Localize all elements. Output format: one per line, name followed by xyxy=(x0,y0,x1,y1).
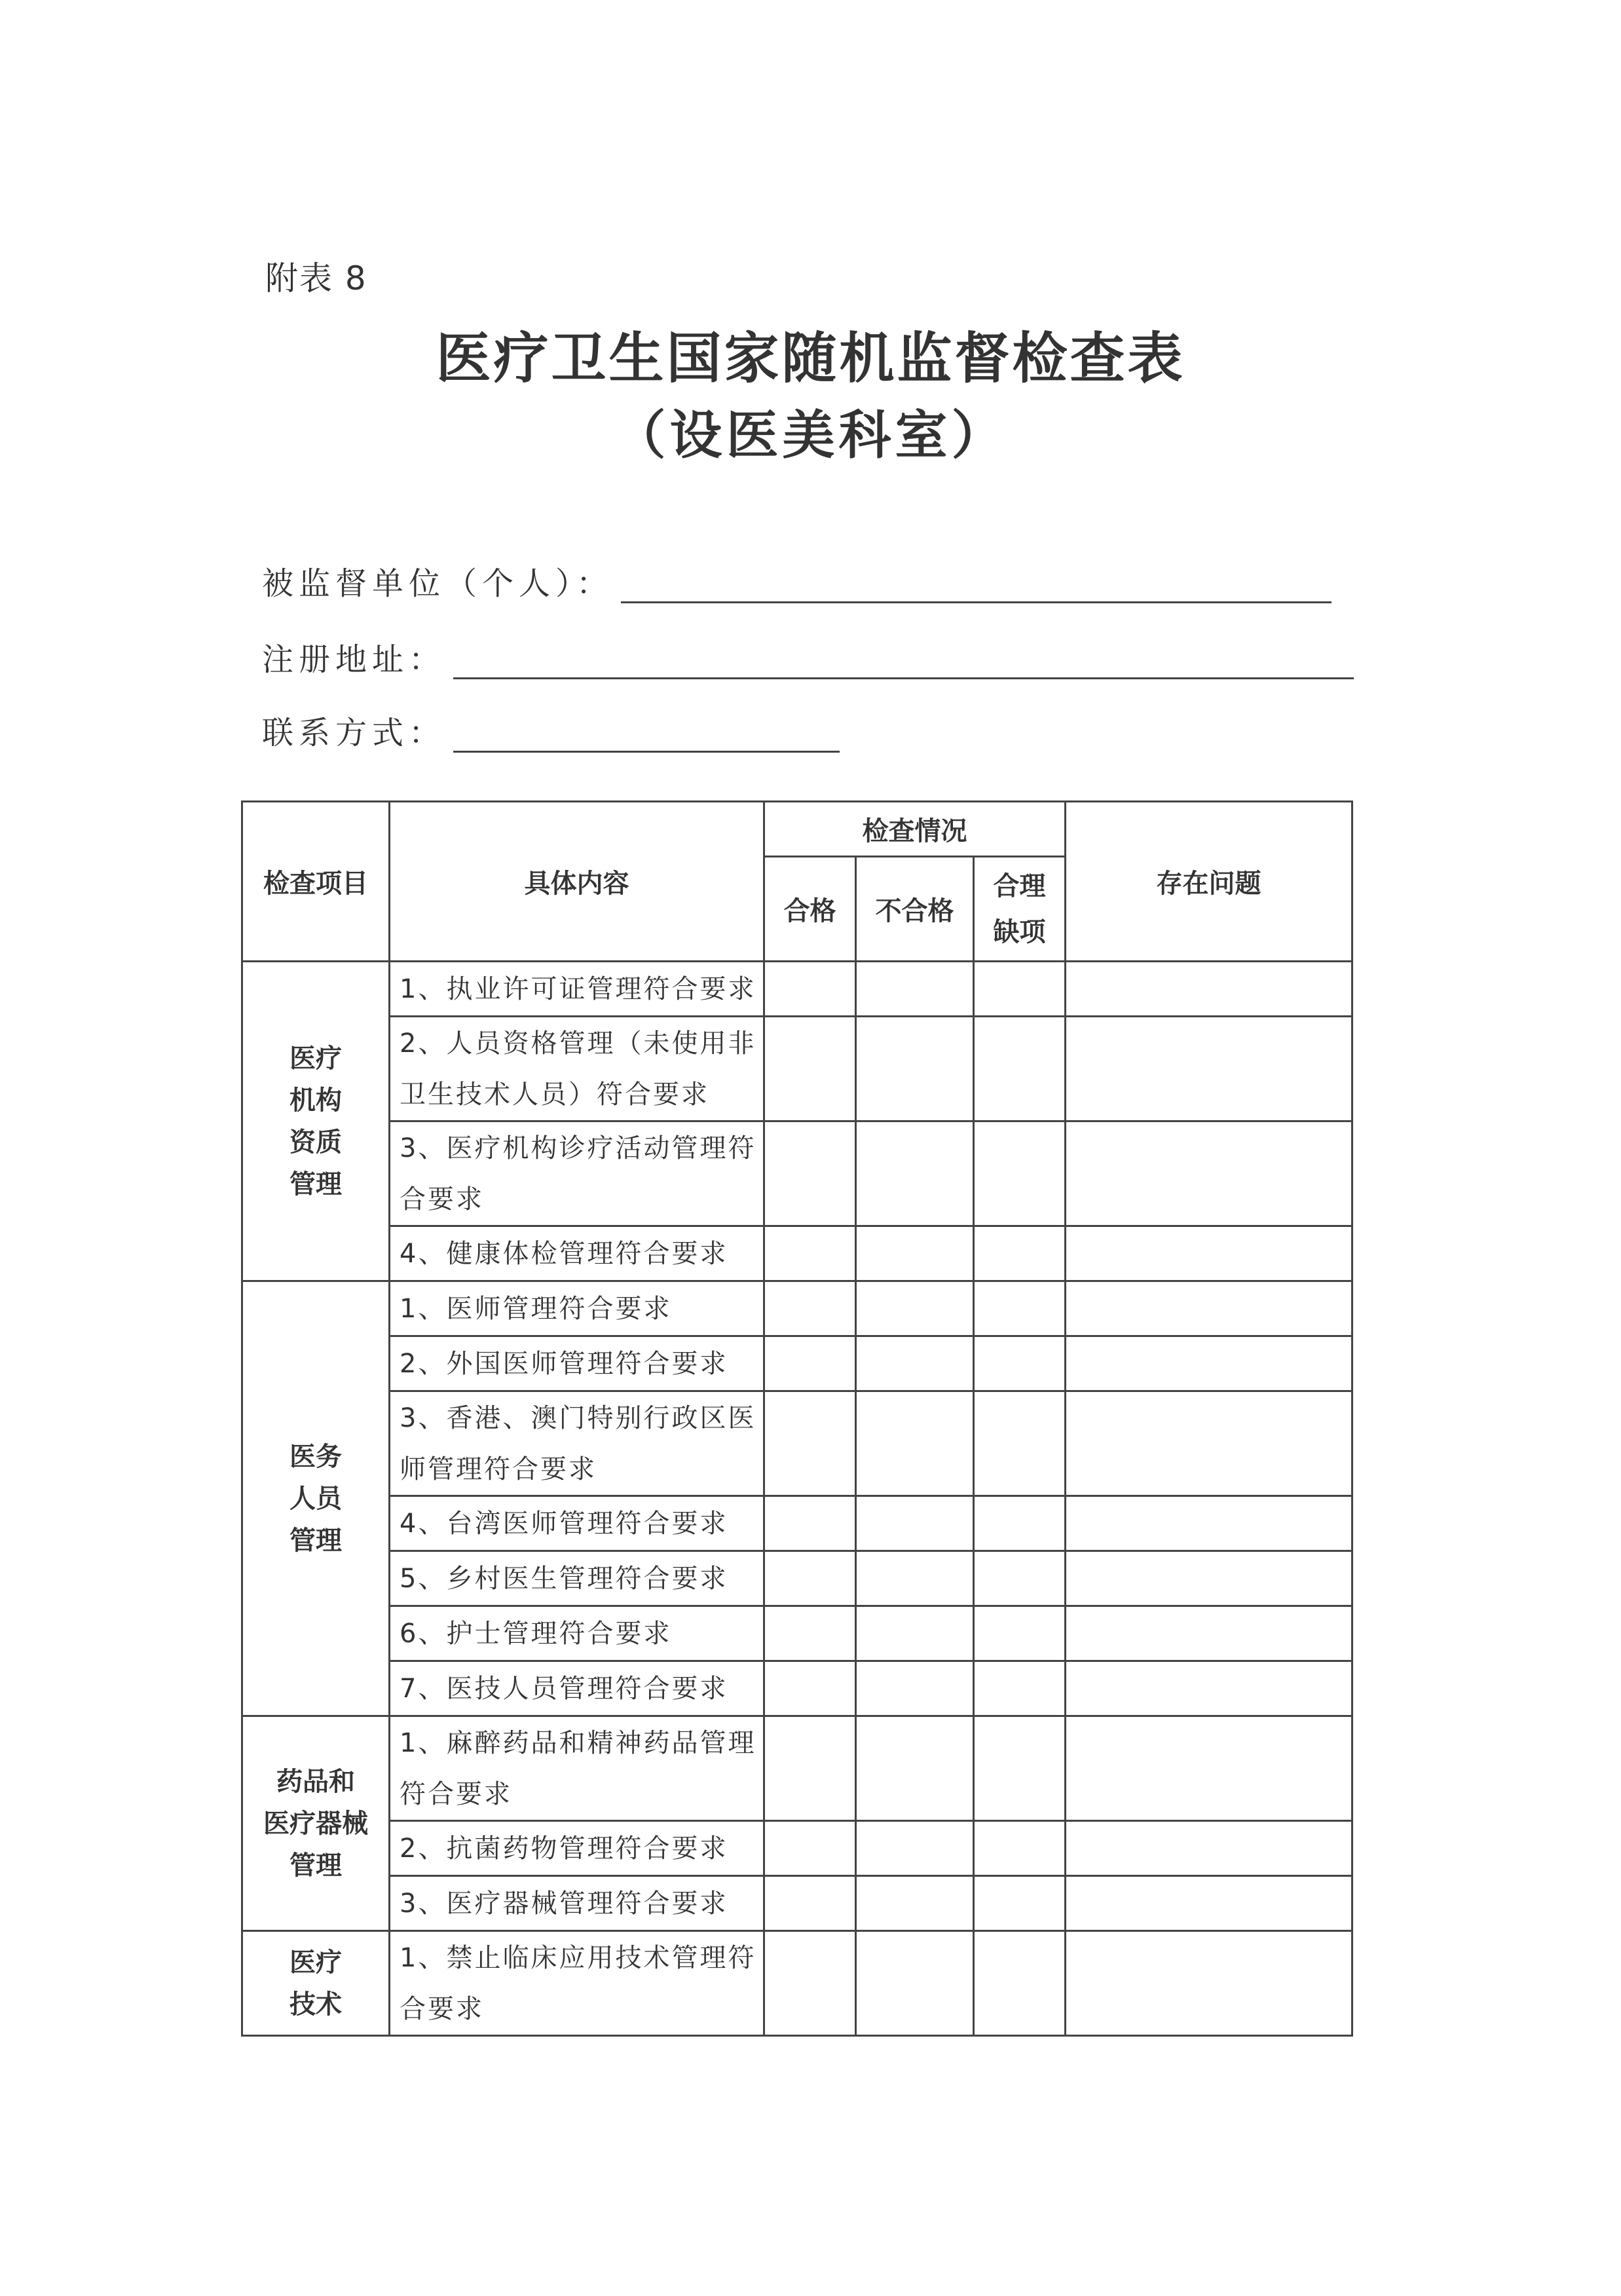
category-cell xyxy=(242,1716,390,1931)
pass-cell[interactable] xyxy=(764,1226,856,1281)
attachment-label: 附表 8 xyxy=(265,259,367,297)
pass-cell[interactable] xyxy=(764,1551,856,1606)
reasonable-missing-cell[interactable] xyxy=(974,1931,1066,2036)
content-cell xyxy=(390,1281,764,1336)
fail-cell[interactable] xyxy=(856,1281,974,1336)
reasonable-missing-cell[interactable] xyxy=(974,1551,1066,1606)
pass-cell[interactable] xyxy=(764,1017,856,1121)
content-line: 2、抗菌药物管理符合要求 xyxy=(400,1833,728,1864)
category-label-line: 管理 xyxy=(289,1169,342,1199)
issues-cell[interactable] xyxy=(1066,1391,1352,1496)
fail-cell[interactable] xyxy=(856,1017,974,1121)
fail-cell[interactable] xyxy=(856,1226,974,1281)
content-line: 3、医疗器械管理符合要求 xyxy=(400,1888,728,1919)
reasonable-missing-cell[interactable] xyxy=(974,1226,1066,1281)
category-cell xyxy=(242,962,390,1281)
category-label-line: 管理 xyxy=(289,1525,342,1556)
pass-cell[interactable] xyxy=(764,1716,856,1821)
issues-cell[interactable] xyxy=(1066,1876,1352,1931)
category-label-line: 资质 xyxy=(289,1127,342,1157)
fail-cell[interactable] xyxy=(856,1931,974,2036)
fail-cell[interactable] xyxy=(856,1821,974,1876)
issues-cell[interactable] xyxy=(1066,1606,1352,1661)
reasonable-missing-cell[interactable] xyxy=(974,1121,1066,1226)
table-row xyxy=(242,1121,1352,1226)
table-row xyxy=(242,1391,1352,1496)
pass-cell[interactable] xyxy=(764,1876,856,1931)
content-cell xyxy=(390,1606,764,1661)
category-label-line: 医疗 xyxy=(289,1043,342,1074)
table-row xyxy=(242,1226,1352,1281)
contact-label: 联系方式： xyxy=(262,715,446,751)
reasonable-missing-cell[interactable] xyxy=(974,1716,1066,1821)
table-row xyxy=(242,1281,1352,1336)
fail-cell[interactable] xyxy=(856,1496,974,1551)
issues-cell[interactable] xyxy=(1066,1017,1352,1121)
content-cell xyxy=(390,1821,764,1876)
content-line: 6、护士管理符合要求 xyxy=(400,1618,672,1649)
table-row xyxy=(242,1876,1352,1931)
content-line: 3、香港、澳门特别行政区医 xyxy=(400,1402,756,1433)
fail-cell[interactable] xyxy=(856,1121,974,1226)
content-line: 7、医技人员管理符合要求 xyxy=(400,1673,728,1704)
table-row xyxy=(242,1606,1352,1661)
content-cell xyxy=(390,1391,764,1496)
issues-cell[interactable] xyxy=(1066,962,1352,1017)
content-cell xyxy=(390,1336,764,1391)
table-row xyxy=(242,1661,1352,1716)
fail-cell[interactable] xyxy=(856,1661,974,1716)
content-cell xyxy=(390,962,764,1017)
issues-cell[interactable] xyxy=(1066,1716,1352,1821)
content-line: 1、医师管理符合要求 xyxy=(400,1293,672,1324)
inspection-table xyxy=(241,800,1353,2037)
table-row xyxy=(242,1931,1352,2036)
fail-cell[interactable] xyxy=(856,1716,974,1821)
fail-cell[interactable] xyxy=(856,1551,974,1606)
issues-cell[interactable] xyxy=(1066,1661,1352,1716)
category-label-line: 机构 xyxy=(289,1085,342,1116)
reasonable-missing-cell[interactable] xyxy=(974,1821,1066,1876)
category-label-line: 管理 xyxy=(289,1850,342,1881)
table-row xyxy=(242,1551,1352,1606)
reasonable-missing-cell[interactable] xyxy=(974,1876,1066,1931)
table-row xyxy=(242,1496,1352,1551)
content-cell xyxy=(390,1496,764,1551)
category-cell xyxy=(242,1281,390,1716)
category-label-line: 医疗 xyxy=(289,1947,342,1978)
content-line: 合要求 xyxy=(400,1184,484,1214)
fail-cell[interactable] xyxy=(856,1391,974,1496)
content-line: 1、禁止临床应用技术管理符 xyxy=(400,1942,756,1973)
category-label-line: 医务 xyxy=(289,1441,342,1472)
table-body xyxy=(242,962,1352,2036)
document-subtitle: （设医美科室） xyxy=(613,404,1008,466)
reasonable-missing-cell[interactable] xyxy=(974,1281,1066,1336)
reasonable-missing-cell[interactable] xyxy=(974,1391,1066,1496)
header-na-line2: 缺项 xyxy=(993,916,1046,947)
header-fail: 不合格 xyxy=(856,857,974,962)
content-cell xyxy=(390,1017,764,1121)
content-line: 2、人员资格管理（未使用非 xyxy=(400,1028,756,1059)
table-row xyxy=(242,1336,1352,1391)
issues-cell[interactable] xyxy=(1066,1226,1352,1281)
pass-cell[interactable] xyxy=(764,1391,856,1496)
reasonable-missing-cell[interactable] xyxy=(974,962,1066,1017)
reasonable-missing-cell[interactable] xyxy=(974,1496,1066,1551)
contact-field xyxy=(262,707,840,753)
issues-cell[interactable] xyxy=(1066,1336,1352,1391)
category-cell xyxy=(242,1931,390,2036)
content-line: 卫生技术人员）符合要求 xyxy=(400,1079,709,1110)
pass-cell[interactable] xyxy=(764,1336,856,1391)
category-label-line: 医疗器械 xyxy=(263,1808,368,1839)
category-label-line: 人员 xyxy=(289,1483,342,1514)
table-row xyxy=(242,1821,1352,1876)
issues-cell[interactable] xyxy=(1066,1121,1352,1226)
supervised-unit-blank xyxy=(621,570,1332,603)
content-cell xyxy=(390,1661,764,1716)
reasonable-missing-cell[interactable] xyxy=(974,1606,1066,1661)
fail-cell[interactable] xyxy=(856,1336,974,1391)
pass-cell[interactable] xyxy=(764,1121,856,1226)
pass-cell[interactable] xyxy=(764,1661,856,1716)
header-inspection-group: 检查情况 xyxy=(764,802,1066,857)
content-line: 2、外国医师管理符合要求 xyxy=(400,1348,728,1379)
content-line: 合要求 xyxy=(400,1993,484,2024)
content-line: 1、麻醉药品和精神药品管理 xyxy=(400,1727,756,1758)
content-line: 3、医疗机构诊疗活动管理符 xyxy=(400,1133,756,1163)
issues-cell[interactable] xyxy=(1066,1821,1352,1876)
content-line: 5、乡村医生管理符合要求 xyxy=(400,1563,728,1594)
reasonable-missing-cell[interactable] xyxy=(974,1017,1066,1121)
reasonable-missing-cell[interactable] xyxy=(974,1336,1066,1391)
registered-address-field xyxy=(262,634,1354,679)
table-row xyxy=(242,962,1352,1017)
header-reasonable-missing xyxy=(974,857,1066,962)
registered-address-blank xyxy=(453,646,1354,679)
content-cell xyxy=(390,1716,764,1821)
content-cell xyxy=(390,1226,764,1281)
issues-cell[interactable] xyxy=(1066,1281,1352,1336)
header-category: 检查项目 xyxy=(242,802,390,962)
header-pass: 合格 xyxy=(764,857,856,962)
fail-cell[interactable] xyxy=(856,962,974,1017)
pass-cell[interactable] xyxy=(764,1606,856,1661)
issues-cell[interactable] xyxy=(1066,1551,1352,1606)
pass-cell[interactable] xyxy=(764,1281,856,1336)
content-line: 师管理符合要求 xyxy=(400,1454,597,1484)
content-cell xyxy=(390,1121,764,1226)
fail-cell[interactable] xyxy=(856,1876,974,1931)
registered-address-label: 注册地址： xyxy=(262,641,446,678)
header-na-line1: 合理 xyxy=(993,871,1046,901)
content-cell xyxy=(390,1876,764,1931)
issues-cell[interactable] xyxy=(1066,1931,1352,2036)
content-cell xyxy=(390,1551,764,1606)
category-label-line: 技术 xyxy=(289,1989,342,2020)
document-title: 医疗卫生国家随机监督检查表 xyxy=(436,326,1185,390)
pass-cell[interactable] xyxy=(764,1821,856,1876)
content-line: 符合要求 xyxy=(400,1778,512,1809)
supervised-unit-label: 被监督单位（个人）： xyxy=(262,565,614,602)
content-cell xyxy=(390,1931,764,2036)
table-row xyxy=(242,1716,1352,1821)
pass-cell[interactable] xyxy=(764,1496,856,1551)
content-line: 4、台湾医师管理符合要求 xyxy=(400,1508,728,1539)
table-row xyxy=(242,1017,1352,1121)
pass-cell[interactable] xyxy=(764,962,856,1017)
content-line: 4、健康体检管理符合要求 xyxy=(400,1238,728,1269)
header-content: 具体内容 xyxy=(390,802,764,962)
supervised-unit-field xyxy=(262,558,1332,603)
contact-blank xyxy=(453,719,840,753)
header-issues: 存在问题 xyxy=(1066,802,1352,962)
fail-cell[interactable] xyxy=(856,1606,974,1661)
content-line: 1、执业许可证管理符合要求 xyxy=(400,973,756,1004)
reasonable-missing-cell[interactable] xyxy=(974,1661,1066,1716)
category-label-line: 药品和 xyxy=(276,1766,355,1797)
issues-cell[interactable] xyxy=(1066,1496,1352,1551)
pass-cell[interactable] xyxy=(764,1931,856,2036)
